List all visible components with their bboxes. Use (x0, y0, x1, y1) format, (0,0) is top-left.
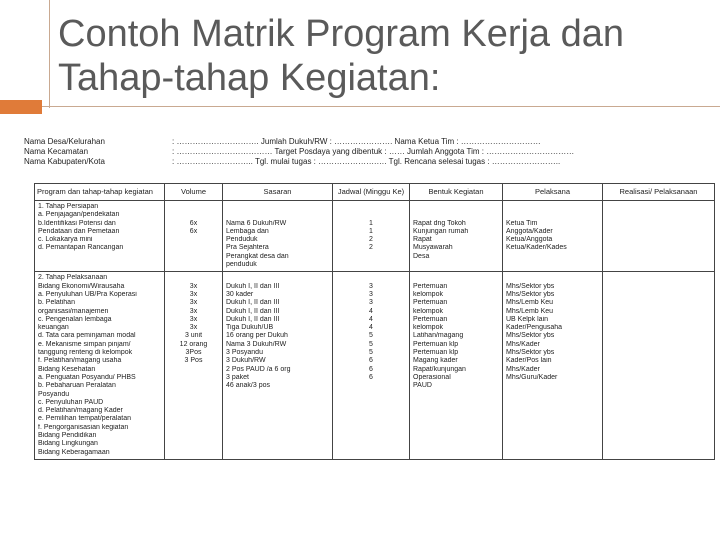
cell-line: Kunjungan rumah (413, 227, 469, 235)
cell-line: Pertemuan (413, 282, 448, 290)
cell-line: Latihan/magang (413, 332, 464, 340)
cell-line (168, 211, 219, 219)
cell-line: f. Pengorganisasian kegiatan (38, 423, 129, 431)
cell-line (413, 211, 499, 219)
cell-line: Pra Sejahtera (226, 244, 269, 252)
cell-line: Bidang Pendidikan (38, 432, 97, 440)
bentuk-cell (410, 272, 503, 460)
cell-line: Dukuh I, II dan III (226, 282, 280, 290)
cell-line: d. Tata cara peminjaman modal (38, 332, 136, 340)
cell-line: 3 Dukuh/RW (226, 357, 266, 365)
header-program: Program dan tahap-tahap kegiatan (35, 184, 165, 201)
volume-cell (165, 201, 223, 272)
jadwal-cell (333, 201, 410, 272)
cell-line: 2 (369, 244, 373, 252)
cell-line (226, 203, 329, 211)
cell-line: 3x (189, 307, 198, 315)
cell-line: Mhs/Sektor ybs (506, 349, 555, 357)
cell-line (606, 203, 711, 211)
pelaksana-cell (503, 201, 603, 272)
cell-line: Rapat dng Tokoh (413, 219, 466, 227)
header-volume: Volume (165, 184, 223, 201)
page-title (58, 12, 624, 100)
cell-line: e. Pemilihan tempat/peralatan (38, 415, 131, 423)
cell-line: 5 (369, 349, 373, 357)
cell-line: 3 (369, 290, 373, 298)
cell-line: kelompok (413, 307, 443, 315)
meta-value: : ……………………………… Target Posdaya yang dibentuk : …… Jumlah Anggota Tim : …………………………… (172, 147, 575, 156)
cell-line (413, 203, 499, 211)
cell-line: 1 (369, 227, 373, 235)
program-cell (35, 201, 165, 272)
header-sasaran: Sasaran (223, 184, 333, 201)
jadwal-cell (333, 272, 410, 460)
table-body (35, 201, 715, 460)
cell-line: a. Penyuluhan UB/Pra Koperasi (38, 290, 137, 298)
cell-line: 3x (189, 324, 198, 332)
cell-line: Mhs/Guru/Kader (506, 373, 558, 381)
cell-line: 1. Tahap Persiapan (38, 203, 99, 210)
cell-line: Mhs/Kader (506, 365, 540, 373)
meta-label: Nama Kabupaten/Kota (24, 157, 105, 166)
cell-line: Mhs/Sektor ybs (506, 332, 555, 340)
header-realisasi: Realisasi/ Pelaksanaan (603, 184, 715, 201)
cell-line: 3 paket (226, 373, 249, 381)
cell-line: Nama 3 Dukuh/RW (226, 340, 287, 348)
cell-line: a. Penguatan Posyandu/ PHBS (38, 373, 136, 381)
cell-line: Dukuh I, II dan III (226, 315, 280, 323)
cell-line: Ketua/Anggota (506, 236, 553, 244)
cell-line: Ketua Tim (506, 219, 538, 227)
cell-line: d. Pelatihan/magang Kader (38, 407, 123, 415)
cell-line: 4 (369, 324, 373, 332)
cell-line: Musyawarah (413, 244, 453, 252)
cell-line: b.Identifikasi Potensi dan (38, 219, 116, 227)
cell-line: Posyandu (38, 390, 70, 398)
cell-line: Bidang Kesehatan (38, 365, 96, 373)
cell-line (226, 211, 329, 219)
cell-line: c. Penyuluhan PAUD (38, 398, 104, 406)
meta-label: Nama Kecamatan (24, 147, 89, 156)
meta-label: Nama Desa/Kelurahan (24, 137, 105, 146)
cell-line: 3 Pos (184, 357, 203, 365)
cell-line: 3x (189, 315, 198, 323)
cell-line (226, 274, 329, 282)
cell-line (506, 211, 599, 219)
bentuk-cell (410, 201, 503, 272)
cell-line: Rapat/kunjungan (413, 365, 466, 373)
cell-line: d. Pemantapan Rancangan (38, 244, 124, 252)
cell-line: 46 anak/3 pos (226, 382, 270, 390)
sasaran-cell (223, 272, 333, 460)
cell-line: 3 Posyandu (226, 349, 263, 357)
cell-line: Ketua/Kader/Kades (506, 244, 567, 252)
cell-line: Mhs/Lemb Keu (506, 307, 554, 315)
cell-line: Pertemuan klp (413, 349, 459, 357)
cell-line: Kader/Pos lain (506, 357, 552, 365)
cell-line: Rapat (413, 236, 432, 244)
cell-line: 16 orang per Dukuh (226, 332, 288, 340)
cell-line: Mhs/Lemb Keu (506, 299, 554, 307)
cell-line: Operasional (413, 373, 451, 381)
cell-line: Dukuh I, II dan III (226, 299, 280, 307)
header-jadwal: Jadwal (Minggu Ke) (333, 184, 410, 201)
cell-line: b. Pebaharuan Peralatan (38, 382, 116, 390)
cell-line (168, 203, 219, 211)
cell-line (168, 274, 219, 282)
cell-line: Lembaga dan (226, 227, 269, 235)
title-line-2: Tahap-tahap Kegiatan: (58, 57, 441, 99)
meta-value: : …………………………. Jumlah Dukuh/RW : …………………. Nama Ketua Tim : ………………………… (172, 137, 541, 146)
cell-line: b. Pelatihan (38, 299, 75, 307)
table-row (35, 272, 715, 460)
cell-line: Pertemuan klp (413, 340, 459, 348)
cell-line: Bidang Lingkungan (38, 440, 98, 448)
cell-line: 2 Pos PAUD /a 6 org (226, 365, 291, 373)
cell-line: e. Mekanisme simpan pinjam/ (38, 340, 131, 348)
cell-line: 3Pos (185, 349, 202, 357)
cell-line: 30 kader (226, 290, 254, 298)
cell-line: Desa (413, 252, 430, 260)
cell-line: 4 (369, 307, 373, 315)
cell-line: Pertemuan (413, 299, 448, 307)
cell-line: 3 (369, 282, 373, 290)
title-line-1: Contoh Matrik Program Kerja dan (58, 13, 625, 55)
cell-line: UB Kelpk lain (506, 315, 549, 323)
meta-values (172, 137, 574, 167)
cell-line (336, 203, 406, 211)
cell-line: Magang kader (413, 357, 458, 365)
cell-line: 12 orang (179, 340, 208, 348)
title-divider-vertical (49, 0, 50, 108)
cell-line (506, 203, 599, 211)
program-cell (35, 272, 165, 460)
cell-line: 3x (189, 282, 198, 290)
cell-line: 5 (369, 340, 373, 348)
cell-line (336, 211, 406, 219)
meta-value: : ……………………….. Tgl. mulai tugas : ………………….…. Tgl. Rencana selesai tugas : …………………….. (172, 157, 561, 166)
accent-bar (0, 100, 42, 114)
cell-line: a. Penjajagan/pendekatan (38, 211, 120, 219)
pelaksana-cell (503, 272, 603, 460)
meta-labels (24, 137, 105, 167)
cell-line: Nama 6 Dukuh/RW (226, 219, 287, 227)
cell-line: Mhs/Kader (506, 340, 540, 348)
cell-line: 3 (369, 299, 373, 307)
cell-line: 6x (189, 219, 198, 227)
cell-line: Kader/Pengusaha (506, 324, 563, 332)
cell-line: c. Pengenalan lembaga (38, 315, 112, 323)
cell-line (336, 274, 406, 282)
cell-line: Perangkat desa dan (226, 252, 289, 260)
cell-line: f. Pelatihan/magang usaha (38, 357, 122, 365)
cell-line: 2. Tahap Pelaksanaan (38, 274, 108, 282)
cell-line: penduduk (226, 261, 257, 269)
cell-line: c. Lokakarya mini (38, 236, 93, 244)
realisasi-cell (603, 201, 715, 272)
cell-line (413, 274, 499, 282)
cell-line: Pendataan dan Pemetaan (38, 227, 120, 235)
cell-line: tanggung renteng di kelompok (38, 349, 133, 357)
cell-line: 3 unit (184, 332, 203, 340)
cell-line: Mhs/Sektor ybs (506, 282, 555, 290)
cell-line: Penduduk (226, 236, 258, 244)
table-header-row (35, 184, 715, 201)
cell-line: PAUD (413, 382, 432, 390)
cell-line: Dukuh I, II dan III (226, 307, 280, 315)
cell-line: Tiga Dukuh/UB (226, 324, 274, 332)
header-bentuk: Bentuk Kegiatan (410, 184, 503, 201)
title-divider-horizontal (42, 106, 720, 107)
cell-line: Pertemuan (413, 315, 448, 323)
cell-line: organisasi/manajemen (38, 307, 109, 315)
cell-line (606, 274, 711, 282)
cell-line: Bidang Keberagamaan (38, 448, 110, 456)
cell-line: kelompok (413, 324, 443, 332)
cell-line: 1 (369, 219, 373, 227)
sasaran-cell (223, 201, 333, 272)
cell-line: 4 (369, 315, 373, 323)
cell-line: 3x (189, 299, 198, 307)
volume-cell (165, 272, 223, 460)
cell-line: 2 (369, 236, 373, 244)
cell-line: 3x (189, 290, 198, 298)
cell-line (506, 274, 599, 282)
cell-line: Bidang Ekonomi/Wirausaha (38, 282, 125, 290)
cell-line: 6 (369, 357, 373, 365)
header-pelaksana: Pelaksana (503, 184, 603, 201)
cell-line: keuangan (38, 324, 69, 332)
cell-line: 6x (189, 227, 198, 235)
cell-line: 5 (369, 332, 373, 340)
cell-line: 6 (369, 373, 373, 381)
cell-line: 6 (369, 365, 373, 373)
cell-line: kelompok (413, 290, 443, 298)
realisasi-cell (603, 272, 715, 460)
program-matrix-table (34, 183, 715, 460)
cell-line: Anggota/Kader (506, 227, 553, 235)
table-row (35, 201, 715, 272)
cell-line: Mhs/Sektor ybs (506, 290, 555, 298)
